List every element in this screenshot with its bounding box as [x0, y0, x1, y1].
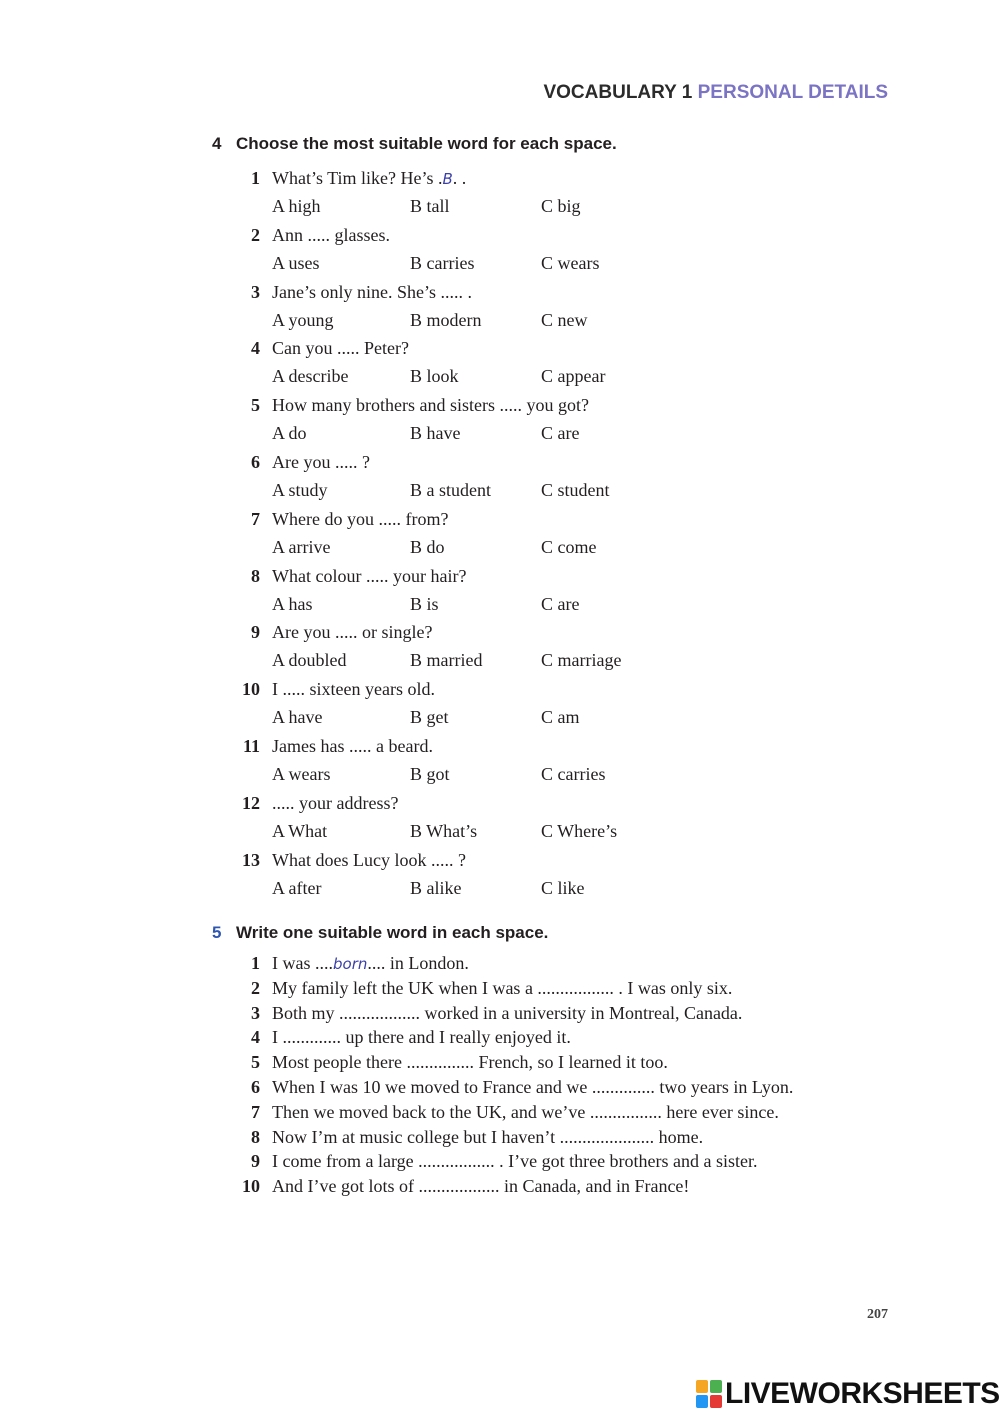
option-b[interactable]: B is — [410, 593, 439, 614]
question-stem: ..... your address? — [272, 792, 399, 813]
item-text-before: I was .... — [272, 953, 333, 973]
option-a[interactable]: A has — [272, 593, 313, 614]
question-number: 7 — [251, 508, 260, 529]
option-b[interactable]: B get — [410, 707, 449, 728]
question-number: 4 — [251, 338, 260, 359]
question-text — [272, 338, 409, 359]
option-c[interactable]: C am — [541, 707, 580, 728]
question-number: 2 — [251, 224, 260, 245]
brand-name: LIVEWORKSHEETS — [725, 1377, 1000, 1410]
question-stem: Where do you ..... from? — [272, 508, 449, 529]
question-number: 6 — [251, 452, 260, 472]
item-text-after: .... in London. — [367, 953, 469, 973]
option-b[interactable]: B alike — [410, 877, 462, 898]
item-number: 9 — [251, 1151, 260, 1172]
brand-square — [696, 1395, 708, 1408]
option-c[interactable]: C big — [541, 196, 581, 216]
topic-label: PERSONAL DETAILS — [697, 82, 888, 103]
option-c[interactable]: C appear — [541, 366, 606, 387]
option-a[interactable]: A high — [272, 196, 321, 216]
question-stem: What colour ..... your hair? — [272, 565, 467, 586]
question-text — [272, 622, 432, 643]
item-number: 4 — [251, 1027, 260, 1048]
question-stem-end: . . — [452, 168, 467, 188]
option-b[interactable]: B look — [410, 366, 459, 387]
question-text — [272, 679, 435, 700]
item-text: And I’ve got lots of .................. in Canada, and in France! — [272, 1176, 690, 1197]
item-text: I come from a large ................. . I’ve got three brothers and a sister. — [272, 1151, 758, 1172]
exercise-number: 5 — [212, 923, 222, 942]
option-c[interactable]: C wears — [541, 252, 600, 273]
question-text — [272, 509, 448, 530]
item-number: 5 — [251, 1052, 260, 1073]
question-number: 3 — [251, 281, 260, 302]
question-number: 12 — [242, 792, 260, 813]
option-c[interactable]: C carries — [541, 764, 606, 784]
option-c[interactable]: C Where’s — [541, 820, 618, 841]
question-stem: Can you ..... Peter? — [272, 338, 409, 359]
item-number: 10 — [242, 1176, 260, 1197]
item-text: I ............. up there and I really enjoyed it. — [272, 1027, 571, 1048]
question-stem: I ..... sixteen years old. — [272, 679, 435, 700]
question-number: 13 — [242, 849, 260, 870]
item-text: Most people there ............... French, so I learned it too. — [272, 1052, 668, 1073]
question-text — [272, 850, 466, 871]
option-a[interactable]: A describe — [272, 366, 349, 387]
option-b[interactable]: B a student — [410, 480, 491, 500]
exercise-instruction: Choose the most suitable word for each space. — [236, 134, 617, 153]
brand-mark-icon — [696, 1380, 722, 1408]
option-c[interactable]: C come — [541, 536, 597, 557]
option-c[interactable]: C marriage — [541, 650, 622, 671]
exercise-5-title — [212, 923, 548, 943]
question-text — [272, 793, 398, 814]
option-a[interactable]: A uses — [272, 252, 320, 273]
question-number: 11 — [242, 736, 260, 756]
answer-field[interactable]: born — [333, 955, 368, 973]
option-c[interactable]: C are — [541, 423, 580, 444]
item-text — [272, 953, 469, 974]
option-b[interactable]: B modern — [410, 309, 482, 330]
item-number: 8 — [251, 1126, 260, 1147]
question-number: 9 — [251, 622, 260, 643]
question-number: 1 — [251, 168, 260, 188]
option-a[interactable]: A young — [272, 309, 334, 330]
section-label: VOCABULARY 1 — [543, 82, 693, 103]
page-header — [543, 82, 888, 104]
item-text: When I was 10 we moved to France and we .............. two years in Lyon. — [272, 1077, 794, 1097]
question-text — [272, 395, 589, 416]
question-text — [272, 452, 370, 473]
item-text: My family left the UK when I was a ................. . I was only six. — [272, 977, 733, 998]
option-c[interactable]: C new — [541, 309, 588, 330]
option-b[interactable]: B married — [410, 650, 483, 671]
question-number: 10 — [242, 679, 260, 700]
exercise-number: 4 — [212, 134, 222, 153]
brand-square — [710, 1395, 722, 1408]
option-a[interactable]: A study — [272, 480, 328, 500]
option-a[interactable]: A do — [272, 423, 307, 444]
option-b[interactable]: B What’s — [410, 820, 478, 841]
question-number: 5 — [251, 395, 260, 416]
question-stem: How many brothers and sisters ..... you got? — [272, 395, 589, 416]
question-stem: What does Lucy look ..... ? — [272, 849, 466, 870]
liveworksheets-logo — [696, 1378, 1000, 1410]
item-text: Then we moved back to the UK, and we’ve ................ here ever since. — [272, 1101, 779, 1122]
item-number: 7 — [251, 1101, 260, 1122]
option-b[interactable]: B have — [410, 423, 461, 444]
option-b[interactable]: B got — [410, 764, 450, 784]
exercise-instruction: Write one suitable word in each space. — [236, 923, 549, 942]
exercise-4-title — [212, 134, 617, 154]
question-text — [272, 168, 466, 189]
option-a[interactable]: A after — [272, 877, 322, 898]
option-a[interactable]: A doubled — [272, 650, 347, 671]
item-number: 6 — [251, 1077, 260, 1097]
question-stem: Are you ..... ? — [272, 452, 370, 472]
brand-square — [710, 1380, 722, 1393]
item-text: Both my .................. worked in a university in Montreal, Canada. — [272, 1002, 743, 1023]
question-text — [272, 736, 433, 757]
option-a[interactable]: A What — [272, 820, 328, 841]
option-b[interactable]: B tall — [410, 196, 450, 216]
question-text — [272, 566, 466, 587]
option-a[interactable]: A arrive — [272, 536, 331, 557]
question-text — [272, 282, 472, 303]
question-stem: What’s Tim like? He’s . — [272, 168, 443, 188]
option-c[interactable]: C student — [541, 480, 610, 500]
answer-field[interactable]: B — [442, 170, 453, 188]
option-b[interactable]: B do — [410, 536, 445, 557]
question-stem: Are you ..... or single? — [272, 622, 433, 643]
brand-square — [696, 1380, 708, 1393]
option-c[interactable]: C like — [541, 877, 585, 898]
option-a[interactable]: A wears — [272, 764, 331, 784]
question-stem: Jane’s only nine. She’s ..... . — [272, 281, 472, 302]
option-c[interactable]: C are — [541, 593, 580, 614]
question-text — [272, 225, 390, 246]
item-number: 1 — [251, 953, 260, 973]
option-b[interactable]: B carries — [410, 252, 475, 273]
item-number: 3 — [251, 1002, 260, 1023]
page-number: 207 — [867, 1307, 888, 1322]
question-number: 8 — [251, 565, 260, 586]
item-text: Now I’m at music college but I haven’t ..................... home. — [272, 1126, 704, 1147]
question-stem: James has ..... a beard. — [272, 736, 433, 756]
question-stem: Ann ..... glasses. — [272, 224, 390, 245]
option-a[interactable]: A have — [272, 707, 323, 728]
item-number: 2 — [251, 977, 260, 998]
